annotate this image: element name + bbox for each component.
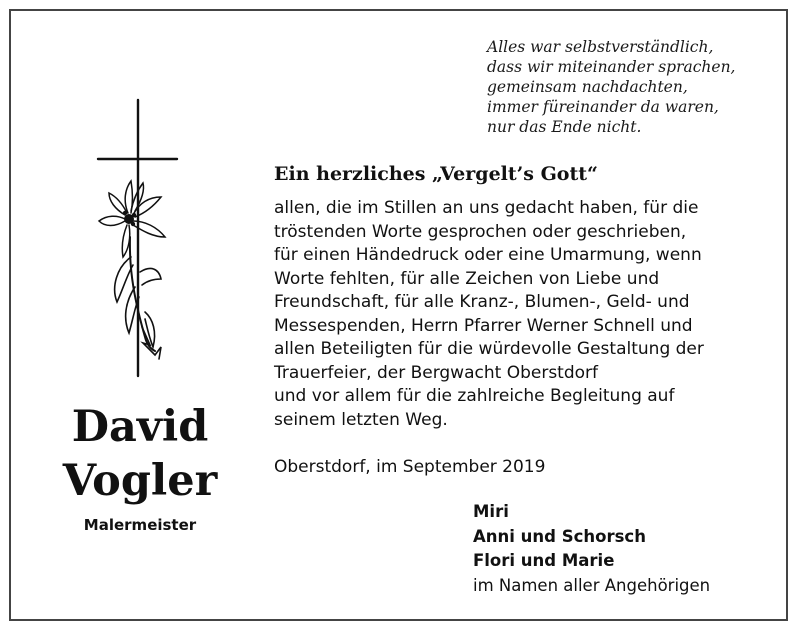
poem — [487, 37, 777, 137]
thanks-line: tröstenden Worte gesprochen oder geschrieben, — [274, 221, 687, 242]
deceased-last-name: Vogler — [62, 456, 218, 506]
thanks-line: Freundschaft, für alle Kranz-, Blumen-, Geld- und — [274, 292, 690, 312]
deceased-profession: Malermeister — [83, 516, 197, 534]
signers-closing: im Namen aller Angehörigen — [473, 575, 711, 595]
thanks-line: für einen Händedruck oder eine Umarmung, wenn — [274, 245, 702, 265]
poem-line: dass wir miteinander sprachen, — [487, 58, 736, 76]
deceased-first-name: David — [71, 402, 209, 452]
thanks-line: und vor allem für die zahlreiche Begleitung auf — [274, 386, 675, 406]
signers — [473, 500, 783, 598]
poem-line: gemeinsam nachdachten, — [487, 78, 688, 96]
thanks-line: Worte fehlten, für alle Zeichen von Liebe und — [274, 268, 660, 289]
cross-with-edelweiss-icon — [95, 97, 185, 379]
thanks-line: seinem letzten Weg. — [274, 409, 448, 430]
signer-name: Flori und Marie — [473, 551, 615, 570]
thanks-line: allen Beteiligten für die würdevolle Gestaltung der — [274, 339, 704, 359]
poem-line: nur das Ende nicht. — [487, 118, 642, 136]
thanks-line: Messespenden, Herrn Pfarrer Werner Schnell und — [274, 315, 693, 336]
place-date: Oberstdorf, im September 2019 — [274, 457, 546, 477]
signer-name: Anni und Schorsch — [473, 526, 646, 546]
thanks-line: allen, die im Stillen an uns gedacht haben, für die — [274, 198, 699, 218]
poem-line: Alles war selbstverständlich, — [487, 38, 714, 56]
signer-name: Miri — [473, 502, 509, 521]
thanks-line: Trauerfeier, der Bergwacht Oberstdorf — [274, 362, 599, 383]
heading: Ein herzliches „Vergelt’s Gott“ — [274, 163, 598, 185]
poem-line: immer füreinander da waren, — [487, 98, 719, 116]
thanks-text — [274, 197, 774, 432]
